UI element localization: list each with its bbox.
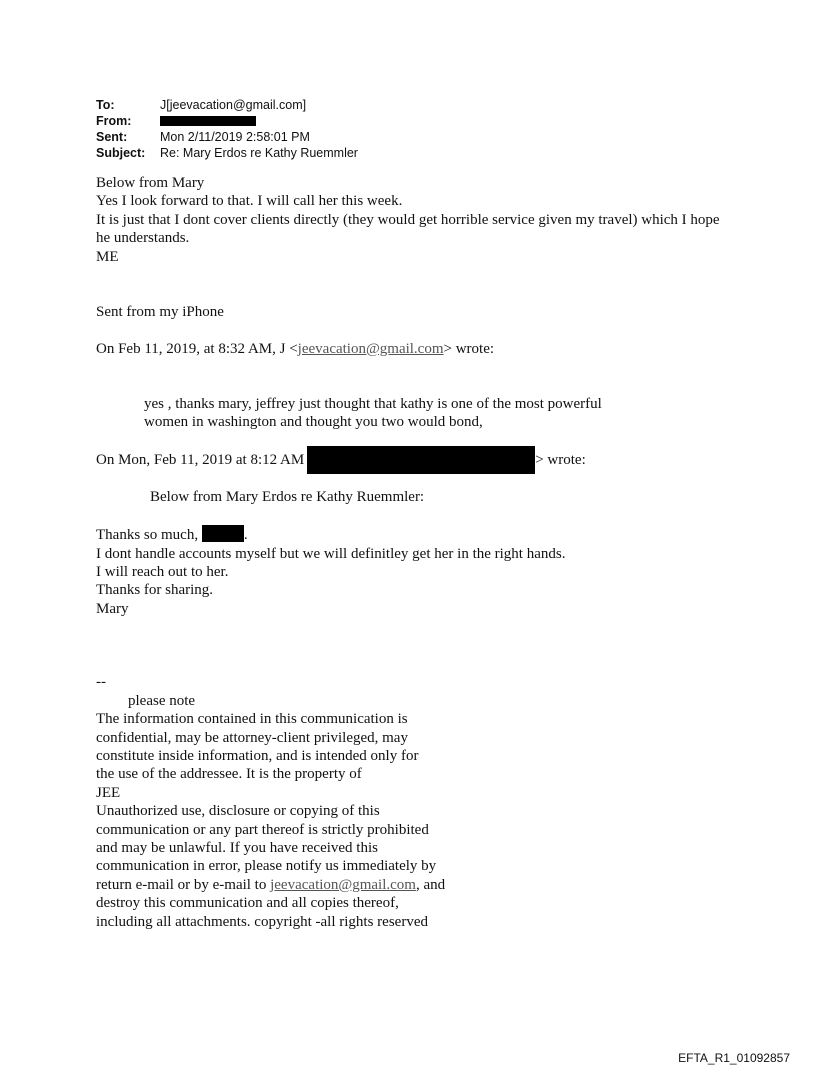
from-row [96, 113, 358, 129]
thanks-text: Thanks so much, [96, 527, 199, 544]
disclaimer-line: JEE [96, 784, 121, 801]
to-value: J[jeevacation@gmail.com] [160, 98, 307, 112]
signature-dashes: -- [96, 674, 106, 691]
disclaimer-line: Unauthorized use, disclosure or copying of this [96, 803, 380, 820]
subject-value: Re: Mary Erdos re Kathy Ruemmler [160, 146, 358, 160]
disclaimer-line: confidential, may be attorney-client privileged, may [96, 729, 408, 746]
body-line: Thanks for sharing. [96, 582, 214, 599]
reply-header-1 [96, 340, 736, 358]
reply-header-text: On Feb 11, 2019, at 8:32 AM, J < [96, 340, 298, 357]
disclaimer-line: communication or any part thereof is strictly prohibited [96, 821, 429, 838]
redaction-name [202, 525, 244, 542]
disclaimer-note: please note [128, 692, 196, 709]
reply-header-2 [96, 450, 736, 470]
quoted-line: women in washington and thought you two would bond, [144, 414, 483, 431]
to-row [96, 97, 358, 113]
disclaimer-line: including all attachments. copyright -all rights reserved [96, 913, 428, 930]
disclaimer-line: constitute inside information, and is intended only for [96, 748, 419, 765]
email-link[interactable]: jeevacation@gmail.com [297, 340, 444, 357]
reply-header-text: > wrote: [535, 451, 586, 468]
disclaimer-text: , and [415, 876, 446, 893]
subject-label: Subject: [96, 146, 146, 160]
disclaimer-line: and may be unlawful. If you have received this [96, 840, 378, 857]
thanks-line [96, 525, 736, 544]
disclaimer-line [96, 876, 736, 894]
document-id: EFTA_R1_01092857 [678, 1051, 790, 1065]
reply-header-text: On Mon, Feb 11, 2019 at 8:12 AM [96, 451, 305, 468]
email-body [96, 174, 736, 931]
quoted-line: yes , thanks mary, jeffrey just thought that kathy is one of the most powerful [144, 395, 602, 412]
body-line: ME [96, 248, 119, 265]
email-header [96, 97, 358, 161]
disclaimer-line: communication in error, please notify us immediately by [96, 858, 437, 875]
body-line: It is just that I dont cover clients directly (they would get horrible service given my travel) which I hope he understands. [96, 211, 720, 247]
thanks-end: . [243, 527, 248, 544]
subject-row [96, 145, 358, 161]
disclaimer-line: destroy this communication and all copies thereof, [96, 895, 399, 912]
disclaimer-line: The information contained in this communication is [96, 711, 408, 728]
sent-label: Sent: [96, 130, 128, 144]
reply-header-text: > wrote: [443, 340, 495, 357]
disclaimer-line: the use of the addressee. It is the property of [96, 766, 362, 783]
disclaimer-text: return e-mail or by e-mail to [96, 876, 271, 893]
body-line: I will reach out to her. [96, 564, 229, 580]
body-line: Mary [96, 600, 129, 617]
redaction-sender [307, 446, 535, 474]
body-line: Below from Mary [96, 175, 205, 191]
sent-row [96, 129, 358, 145]
body-line: I dont handle accounts myself but we will definitley get her in the right hands. [96, 545, 566, 562]
redaction-from [160, 116, 256, 126]
sent-from-line: Sent from my iPhone [96, 303, 224, 320]
email-link[interactable]: jeevacation@gmail.com [270, 876, 416, 893]
from-label: From: [96, 114, 132, 128]
sent-value: Mon 2/11/2019 2:58:01 PM [160, 130, 310, 144]
body-line: Yes I look forward to that. I will call her this week. [96, 193, 403, 210]
to-label: To: [96, 98, 115, 112]
forward-line: Below from Mary Erdos re Kathy Ruemmler: [150, 489, 425, 506]
